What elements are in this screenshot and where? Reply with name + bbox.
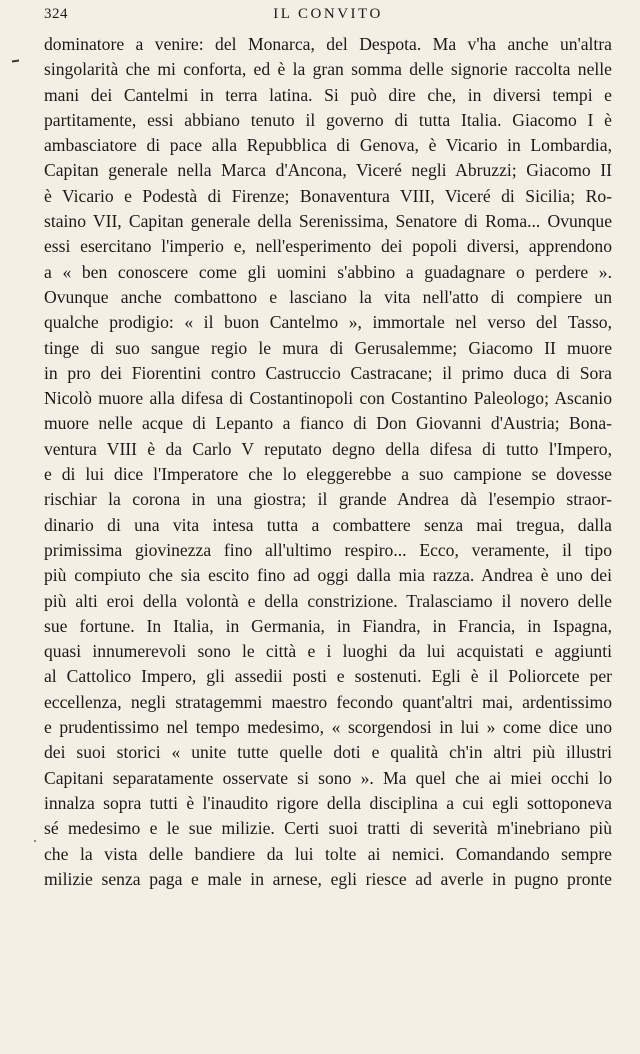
text-line: a « ben conoscere come gli uomini s'abbino a guadagnare o perdere ». [44,261,612,282]
text-line: dinario di una vita intesa tutta a combattere senza mai tregua, dalla [44,514,612,535]
text-line: milizie senza paga e male in arnese, egli riesce ad averle in pugno pronte [44,868,612,889]
text-line: innalza sopra tutti è l'inaudito rigore della disciplina a cui egli sottoponeva [44,792,612,813]
text-line: mani dei Cantelmi in terra latina. Si può dire che, in diversi tempi e [44,84,612,105]
text-line: ambasciatore di pace alla Repubblica di Genova, è Vicario in Lombardia, [44,135,612,156]
text-line: Nicolò muore alla difesa di Costantinopoli con Costantino Paleologo; Ascanio [44,388,612,409]
text-line: sue fortune. In Italia, in Germania, in Fiandra, in Francia, in Ispagna, [44,615,612,636]
text-line: qualche prodigio: « il buon Cantelmo », immortale nel verso del Tasso, [44,312,612,333]
text-line: e di lui dice l'Imperatore che lo eleggerebbe a suo campione se dovesse [44,464,612,485]
text-line: partitamente, essi abbiano tenuto il governo di tutta Italia. Giacomo I è [44,109,612,130]
page-number: 324 [44,6,68,22]
text-line: in pro dei Fiorentini contro Castruccio Castracane; il primo duca di Sora [44,362,612,383]
text-line: e prudentissimo nel tempo medesimo, « scorgendosi in lui » come dice uno [44,717,612,738]
text-line: più compiuto che sia escito fino ad oggi dalla mia razza. Andrea è uno dei [44,565,612,586]
text-line: è Vicario e Podestà di Firenze; Bonaventura VIII, Viceré di Sicilia; Ro- [44,185,612,206]
text-line: singolarità che mi conforta, ed è la gran somma delle signorie raccolta nelle [44,59,612,80]
text-line: sé medesimo e le sue milizie. Certi suoi tratti di severità m'inebriano più [44,818,612,839]
marginal-dot [34,840,36,842]
text-line: muore nelle acque di Lepanto a fianco di Don Giovanni d'Austria; Bona- [44,413,612,434]
text-line: quasi innumerevoli sono le città e i luoghi da lui acquistati e aggiunti [44,641,612,662]
text-line: Capitan generale nella Marca d'Ancona, Viceré negli Abruzzi; Giacomo II [44,160,612,181]
text-line: tinge di suo sangue regio le mura di Gerusalemme; Giacomo II muore [44,337,612,358]
running-head [44,6,612,26]
text-line: ventura VIII è da Carlo V reputato degno della difesa di tutto l'Impero, [44,438,612,459]
text-line: Ovunque anche combattono e lasciano la vita nell'atto di compiere un [44,286,612,307]
body-text [44,32,612,892]
running-title: IL CONVITO [273,6,383,22]
text-line: Capitani separatamente osservate si sono ». Ma quel che ai miei occhi lo [44,767,612,788]
text-line: rischiar la corona in una giostra; il grande Andrea dà l'esempio straor- [44,489,612,510]
marginal-mark [12,60,19,63]
text-line: staino VII, Capitan generale della Serenissima, Senatore di Roma... Ovunque [44,211,612,232]
text-line: eccellenza, negli stratagemmi maestro fecondo quant'altri mai, ardentissimo [44,691,612,712]
text-line: al Cattolico Impero, gli assedii posti e sostenuti. Egli è il Poliorcete per [44,666,612,687]
text-line: primissima giovinezza fino all'ultimo respiro... Ecco, veramente, il tipo [44,539,612,560]
text-line: che la vista delle bandiere da lui tolte ai nemici. Comandando sempre [44,843,612,864]
text-line: dominatore a venire: del Monarca, del Despota. Ma v'ha anche un'altra [44,34,612,54]
text-line: dei suoi storici « unite tutte quelle doti e qualità ch'in altri più illustri [44,742,612,763]
text-line: più alti eroi della volontà e della constrizione. Tralasciamo il novero delle [44,590,612,611]
text-line: essi esercitano l'imperio e, nell'esperimento dei popoli diversi, apprendono [44,236,612,257]
